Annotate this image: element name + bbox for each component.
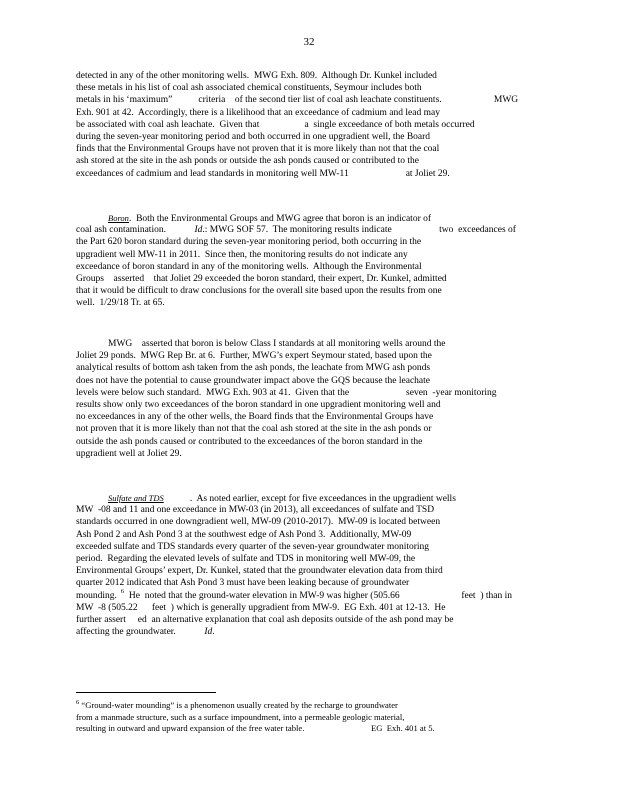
text-line: Exh. 901 at 42. Accordingly, there is a likelihood that an exceedance of cadmium and lead may bbox=[76, 107, 440, 118]
footnote-marker: 6 bbox=[76, 699, 80, 707]
text-line: metals in his ‘maximum” criteria of the second tier list of coal ash leachate constituents. MWG bbox=[76, 95, 519, 106]
text-line: detected in any of the other monitoring wells. MWG Exh. 809. Although Dr. Kunkel included bbox=[76, 71, 437, 81]
paragraph-cadmium-lead bbox=[76, 70, 531, 180]
text-line: affecting the groundwater. Id. bbox=[76, 627, 215, 638]
text-line: upgradient well MW-11 in 2011. Since then, the monitoring results do not indicate any bbox=[76, 249, 408, 260]
text-line: quarter 2012 indicated that Ash Pond 3 must have been leaking because of groundwater bbox=[76, 578, 410, 589]
text-line: exceedance of boron standard in any of the monitoring wells. Although the Environmental bbox=[76, 261, 422, 272]
footnote-line: from a manmade structure, such as a surface impoundment, into a permeable geologic material, bbox=[76, 711, 405, 722]
text-line: outside the ash ponds caused or contributed to the exceedances of the boron standard in the bbox=[76, 436, 423, 447]
text-line: mounding. $^6$ He noted that the ground-water elevation in MW-9 was higher (505.66 feet ) than in bbox=[76, 588, 512, 601]
text-line: no exceedances in any of the other wells, the Board finds that the Environmental Groups have bbox=[76, 412, 434, 423]
paragraph-mwg-boron bbox=[76, 338, 531, 460]
text-line: coal ash contamination. Id.: MWG SOF 57. The monitoring results indicate two exceedances of bbox=[76, 225, 516, 236]
text-line: results show only two exceedances of the boron standard in one upgradient monitoring well and bbox=[76, 399, 441, 410]
footnote-line: resulting in outward and upward expansion of the free water table. EG Exh. 401 at 5. bbox=[76, 723, 435, 734]
section-heading-boron: Boron bbox=[108, 213, 129, 223]
text-line: these metals in his list of coal ash associated chemical constituents, Seymour includes both bbox=[76, 83, 422, 94]
text-line: Joliet 29 ponds. MWG Rep Br. at 6. Further, MWG’s expert Seymour stated, based upon the bbox=[76, 351, 432, 362]
text-line: well. 1/29/18 Tr. at 65. bbox=[76, 298, 165, 309]
text-line: Environmental Groups’ expert, Dr. Kunkel, stated that the groundwater elevation data from third bbox=[76, 566, 443, 577]
citation-id: Id bbox=[204, 627, 213, 638]
text-line: MW -08 and 11 and one exceedance in MW-03 (in 2013), all exceedances of sulfate and TSD bbox=[76, 505, 435, 516]
text-line: exceeded sulfate and TDS standards every quarter of the seven-year groundwater monitoring bbox=[76, 541, 430, 552]
text-line: analytical results of bottom ash taken from the ash ponds, the leachate from MWG ash ponds bbox=[76, 363, 431, 374]
text-line: Boron. Both the Environmental Groups and MWG agree that boron is an indicator of bbox=[108, 213, 432, 224]
text-line: Groups asserted that Joliet 29 exceeded the boron standard, their expert, Dr. Kunkel, admitted bbox=[76, 273, 447, 284]
paragraph-boron bbox=[76, 212, 531, 310]
footnote bbox=[76, 700, 531, 735]
text-line: be associated with coal ash leachate. Given that a single exceedance of both metals occurred bbox=[76, 119, 475, 130]
text-line: levels were below such standard. MWG Exh. 903 at 41. Given that the seven -year monitoring bbox=[76, 387, 497, 398]
text-line: not proven that it is more likely than not that the coal ash stored at the site in the ash ponds or bbox=[76, 424, 432, 435]
paragraph-sulfate-tds bbox=[76, 492, 531, 638]
text-line: exceedances of cadmium and lead standards in monitoring well MW-11 at Joliet 29. bbox=[76, 168, 450, 179]
text-line: Sulfate and TDS . As noted earlier, except for five exceedances in the upgradient wells bbox=[108, 493, 456, 504]
page-number: 32 bbox=[303, 36, 315, 48]
text-line: MWG asserted that boron is below Class I standards at all monitoring wells around the bbox=[108, 339, 446, 349]
footnote-divider bbox=[76, 692, 216, 693]
text-line: does not have the potential to cause groundwater impact above the GQS because the leachate bbox=[76, 375, 431, 386]
text-line: further assert ed an alternative explanation that coal ash deposits outside of the ash pond may be bbox=[76, 614, 454, 625]
section-heading-sulfate-tds: Sulfate and TDS bbox=[108, 493, 164, 503]
text-line: during the seven-year monitoring period and both occurred in one upgradient well, the Board bbox=[76, 131, 431, 142]
citation-id: Id bbox=[194, 225, 203, 236]
text-line: period. Regarding the elevated levels of sulfate and TDS in monitoring well MW-09, the bbox=[76, 553, 416, 564]
text-line: finds that the Environmental Groups have not proven that it is more likely than not that the coal bbox=[76, 144, 440, 155]
footnote-line: $^6$ “Ground-water mounding” is a phenomenon usually created by the recharge to groundwater bbox=[76, 699, 398, 710]
text-line: standards occurred in one downgradient well, MW-09 (2010-2017). MW-09 is located between bbox=[76, 517, 441, 528]
footnote-reference: 6 bbox=[120, 588, 125, 596]
text-line: that it would be difficult to draw conclusions for the overall site based upon the results from one bbox=[76, 286, 442, 297]
text-line: Ash Pond 2 and Ash Pond 3 at the southwest edge of Ash Pond 3. Additionally, MW-09 bbox=[76, 529, 412, 540]
text-line: MW -8 (505.22 feet ) which is generally upgradient from MW-9. EG Exh. 401 at 12-13. He bbox=[76, 602, 446, 613]
text-line: the Part 620 boron standard during the seven-year monitoring period, both occurring in the bbox=[76, 237, 422, 248]
text-line: upgradient well at Joliet 29. bbox=[76, 448, 182, 459]
text-line: ash stored at the site in the ash ponds or outside the ash ponds caused or contributed to the bbox=[76, 156, 419, 167]
